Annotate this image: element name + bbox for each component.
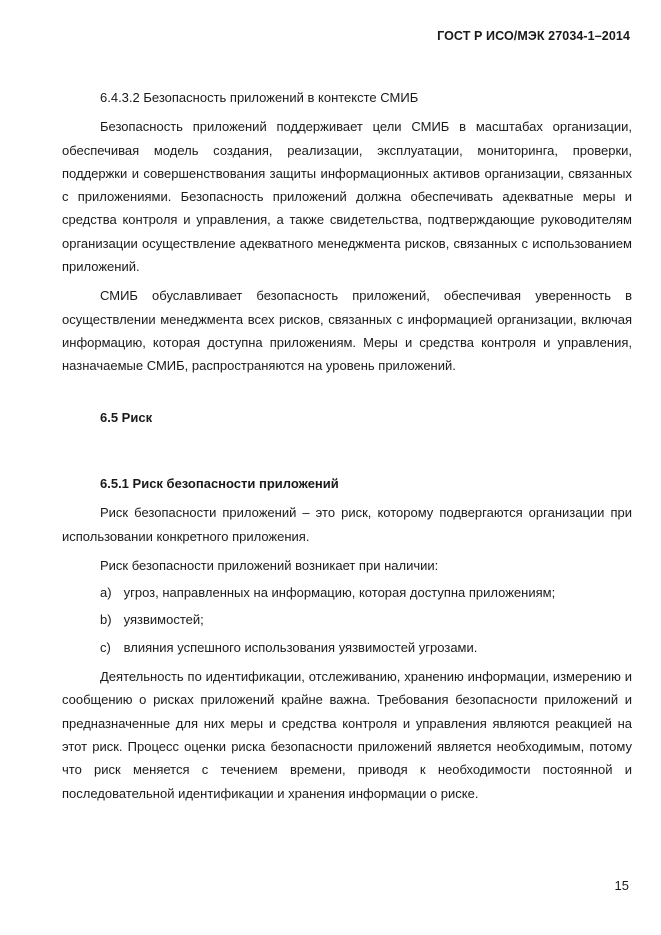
list-marker: b) <box>100 612 112 628</box>
paragraph: Деятельность по идентификации, отслеживанию, хранению информации, измерению и сообщению о рисках приложений крайне важна. Требования безопасности приложений и предназначенные для них меры и средства контроля и управления являются реакцией на этот риск. Процесс оценки риска безопасности приложений является необходимым, потому что риск меняется с течением времени, приводя к необходимости постоянной и последовательной идентификации и хранения информации о риске. <box>62 669 632 801</box>
section-6-4-3-2 <box>62 86 632 378</box>
paragraph: СМИБ обуславливает безопасность приложений, обеспечивая уверенность в осуществлении менеджмента всех рисков, связанных с информацией организации, включая информацию, которая доступна приложениям. Меры и средства контроля и управления, назначаемые СМИБ, распространяются на уровень приложений. <box>62 288 632 374</box>
list-item-text: влияния успешного использования уязвимостей угрозами. <box>123 639 478 655</box>
paragraph: Риск безопасности приложений возникает при наличии: <box>100 557 439 573</box>
paragraph: Риск безопасности приложений – это риск, которому подвергаются организации при использовании конкретного приложения. <box>62 505 632 544</box>
paragraph: Безопасность приложений поддерживает цели СМИБ в масштабах организации, обеспечивая модель создания, реализации, эксплуатации, мониторинга, проверки, поддержки и совершенствования защиты информационных активов организации, связанных с приложениями. Безопасность приложений должна обеспечивать адекватные меры и средства контроля и управления, а также свидетельства, подтверждающие руководителям организации осуществление адекватного менеджмента рисков, связанных с использованием приложений. <box>62 119 632 275</box>
list-item-text: уязвимостей; <box>123 612 204 628</box>
document-header: ГОСТ Р ИСО/МЭК 27034-1–2014 <box>437 29 630 43</box>
page-number: 15 <box>614 878 629 893</box>
section-6-5-1 <box>62 472 632 805</box>
list-item-text: угроз, направленных на информацию, которая доступна приложениям; <box>123 585 556 601</box>
list-marker: c) <box>100 639 111 655</box>
list-item <box>62 581 632 604</box>
list-item <box>62 608 632 631</box>
subsection-title: 6.5.1 Риск безопасности приложений <box>100 476 339 491</box>
section-title: 6.5 Риск <box>100 410 153 425</box>
list-item <box>62 636 632 659</box>
subsection-heading: 6.4.3.2 Безопасность приложений в контексте СМИБ <box>100 90 419 105</box>
list-marker: a) <box>100 585 112 601</box>
